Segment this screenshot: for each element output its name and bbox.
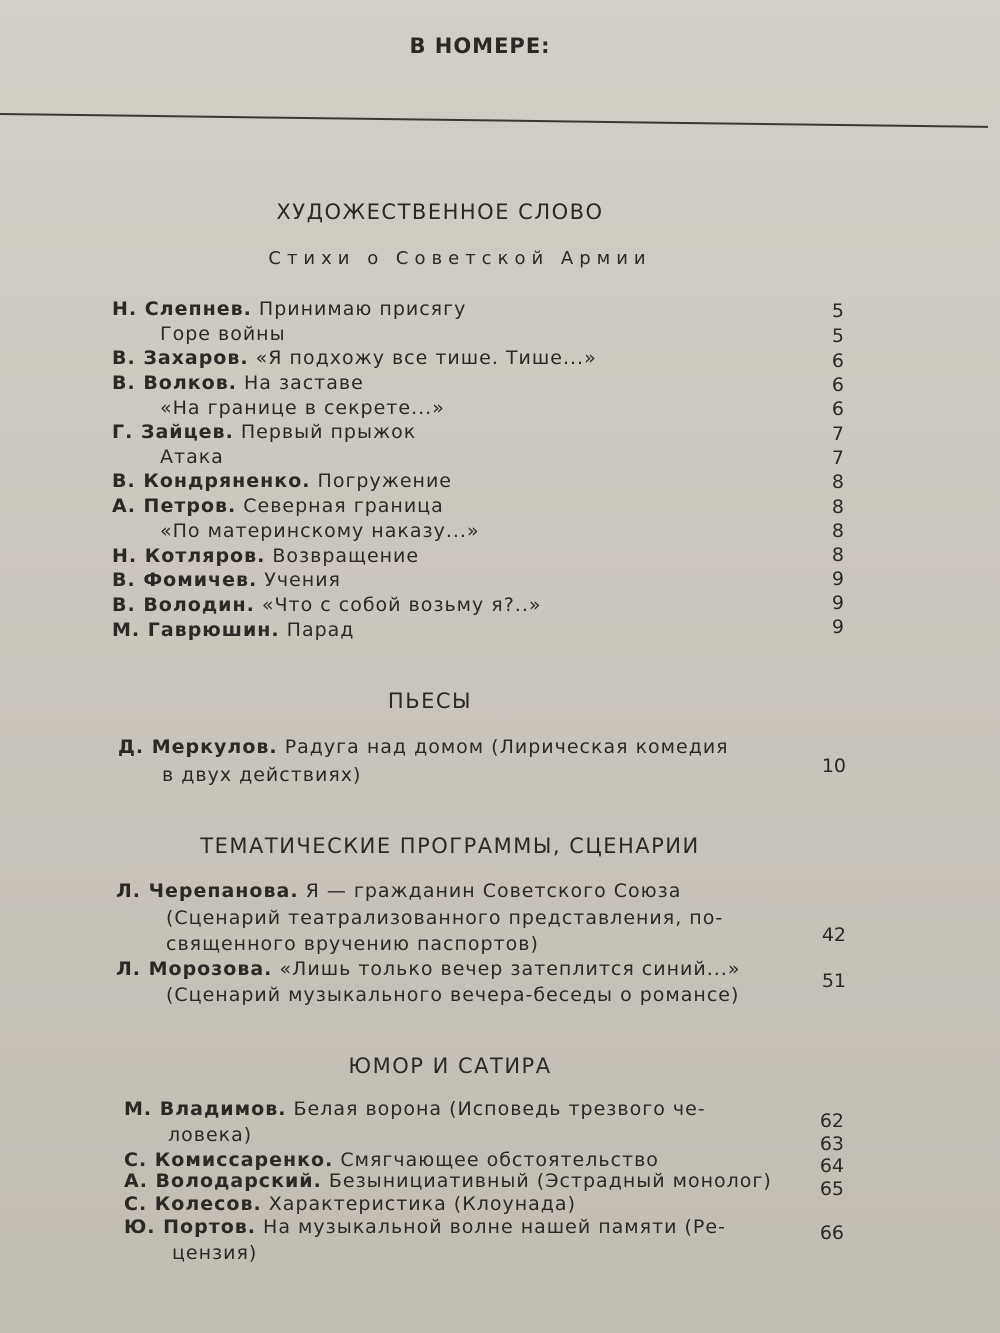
entry-page: 9 — [831, 616, 844, 638]
entry-author: Д. Меркулов. — [118, 736, 278, 758]
entry-author: В. Фомичев. — [112, 569, 258, 591]
section-title-programs: ТЕМАТИЧЕСКИЕ ПРОГРАММЫ, СЦЕНАРИИ — [200, 834, 700, 858]
toc-entry — [112, 298, 466, 320]
entry-title: На музыкальной волне нашей памяти (Ре- — [263, 1216, 726, 1238]
toc-entry-continuation: ловека) — [168, 1124, 253, 1146]
entry-page: 9 — [831, 592, 844, 614]
entry-page: 63 — [819, 1133, 844, 1155]
entry-page: 8 — [831, 520, 844, 542]
entry-author: Ю. Портов. — [124, 1216, 256, 1238]
entry-page: 6 — [831, 398, 844, 420]
entry-title: Учения — [264, 569, 341, 591]
entry-author: В. Волков. — [112, 372, 237, 394]
entry-author: Н. Котляров. — [112, 545, 266, 567]
entry-page: 6 — [831, 350, 844, 372]
toc-entry — [116, 880, 681, 902]
entry-author: А. Володарский. — [124, 1170, 322, 1192]
entry-author: С. Комиссаренко. — [124, 1149, 334, 1171]
toc-entry — [124, 1216, 726, 1238]
entry-title: Я — гражданин Советского Союза — [305, 880, 682, 902]
entry-title: Возвращение — [272, 545, 420, 567]
toc-entry-continuation: в двух действиях) — [162, 764, 362, 786]
entry-page: 51 — [821, 970, 846, 992]
entry-page: 7 — [831, 447, 844, 469]
entry-title: На заставе — [244, 372, 364, 394]
entry-title: «По материнскому наказу...» — [160, 520, 480, 542]
entry-title: «На границе в секрете...» — [160, 397, 445, 419]
entry-author: Л. Черепанова. — [116, 880, 299, 902]
entry-author: Г. Зайцев. — [112, 421, 234, 443]
toc-entry — [124, 1149, 659, 1171]
toc-entry — [112, 495, 444, 517]
entry-author: Н. Слепнев. — [112, 298, 252, 320]
section-title-humor: ЮМОР И САТИРА — [348, 1054, 552, 1078]
section-title-plays: ПЬЕСЫ — [387, 689, 473, 713]
section-title-poetry: ХУДОЖЕСТВЕННОЕ СЛОВО — [276, 200, 604, 224]
entry-page: 9 — [831, 568, 844, 590]
toc-entry-continuation: (Сценарий театрализованного представления, по- — [166, 907, 724, 929]
entry-title: Белая ворона (Исповедь трезвого че- — [293, 1098, 706, 1120]
entry-title: Северная граница — [243, 495, 444, 517]
toc-entry — [160, 397, 445, 419]
toc-entry-continuation: (Сценарий музыкального вечера-беседы о романсе) — [166, 984, 740, 1006]
page-heading: В НОМЕРЕ: — [409, 34, 551, 58]
toc-entry — [112, 421, 416, 443]
toc-entry — [112, 569, 341, 591]
entry-title: Парад — [286, 619, 355, 641]
toc-entry — [112, 347, 597, 369]
entry-page: 65 — [819, 1178, 844, 1200]
entry-page: 64 — [819, 1155, 844, 1177]
entry-page: 62 — [819, 1110, 844, 1132]
toc-entry-continuation: священного вручению паспортов) — [166, 933, 539, 955]
toc-entry — [124, 1193, 576, 1215]
toc-entry — [112, 470, 452, 492]
entry-title: Характеристика (Клоунада) — [268, 1193, 576, 1215]
toc-entry — [118, 736, 729, 758]
entry-author: М. Владимов. — [124, 1098, 287, 1120]
entry-title: «Я подхожу все тише. Тише...» — [255, 347, 597, 369]
entry-page: 42 — [821, 924, 846, 946]
toc-entry — [124, 1098, 706, 1120]
entry-author: А. Петров. — [112, 495, 237, 517]
entry-author: В. Захаров. — [112, 347, 249, 369]
entry-title: Смягчающее обстоятельство — [340, 1149, 659, 1171]
toc-entry — [112, 372, 364, 394]
entry-page: 10 — [821, 755, 846, 777]
entry-author: Л. Морозова. — [116, 958, 273, 980]
toc-entry — [124, 1170, 772, 1192]
toc-entry — [112, 619, 354, 641]
entry-title: Первый прыжок — [240, 421, 417, 443]
toc-entry — [160, 446, 224, 468]
header-rule — [0, 113, 988, 128]
toc-entry — [116, 958, 740, 980]
entry-page: 8 — [831, 544, 844, 566]
entry-page: 5 — [831, 325, 844, 347]
entry-page: 8 — [831, 471, 844, 493]
entry-page: 6 — [831, 374, 844, 396]
entry-title: Безынициативный (Эстрадный монолог) — [328, 1170, 772, 1192]
toc-entry — [160, 323, 286, 345]
entry-title: Горе войны — [160, 323, 286, 345]
entry-page: 8 — [831, 496, 844, 518]
toc-entry — [160, 520, 480, 542]
entry-page: 5 — [831, 300, 844, 322]
entry-title: «Лишь только вечер затеплится синий...» — [279, 958, 741, 980]
entry-author: С. Колесов. — [124, 1193, 262, 1215]
entry-title: Атака — [160, 446, 224, 468]
entry-page: 7 — [831, 423, 844, 445]
toc-entry — [112, 594, 542, 616]
toc-entry — [112, 545, 419, 567]
entry-author: М. Гаврюшин. — [112, 619, 280, 641]
section-subtitle-poetry: Стихи о Советской Армии — [268, 248, 652, 269]
entry-title: Погружение — [317, 470, 452, 492]
entry-title: Радуга над домом (Лирическая комедия — [284, 736, 729, 758]
entry-author: В. Кондряненко. — [112, 470, 311, 492]
toc-entry-continuation: цензия) — [172, 1242, 258, 1264]
entry-author: В. Володин. — [112, 594, 255, 616]
entry-title: «Что с собой возьму я?..» — [261, 594, 542, 616]
entry-page: 66 — [819, 1222, 844, 1244]
entry-title: Принимаю присягу — [258, 298, 467, 320]
